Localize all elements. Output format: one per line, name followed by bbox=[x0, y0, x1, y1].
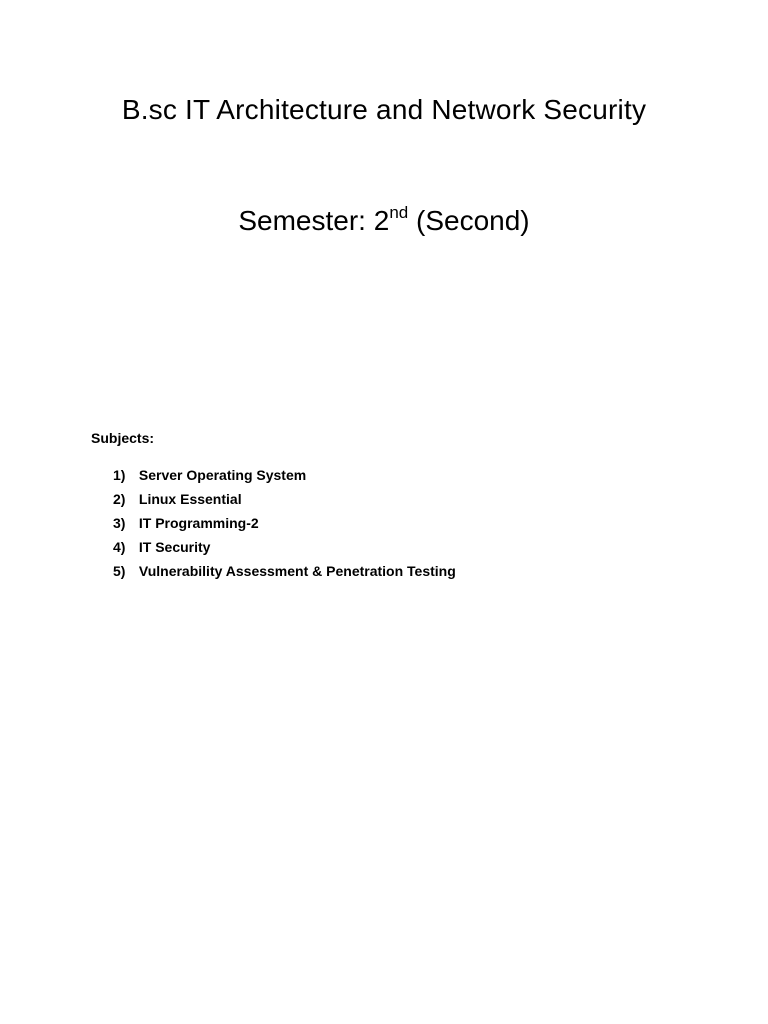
semester-line bbox=[0, 205, 768, 237]
subject-name: Linux Essential bbox=[138, 491, 242, 507]
subject-name: Server Operating System bbox=[138, 467, 307, 483]
subject-item bbox=[113, 463, 456, 487]
subject-number: 5) bbox=[113, 563, 126, 579]
subjects-heading: Subjects: bbox=[91, 430, 155, 446]
subject-number: 4) bbox=[113, 539, 126, 555]
semester-ordinal-suffix: nd bbox=[389, 203, 409, 222]
subject-item bbox=[113, 559, 456, 583]
subject-number: 1) bbox=[113, 467, 126, 483]
subject-number: 3) bbox=[113, 515, 126, 531]
document-title: B.sc IT Architecture and Network Security bbox=[121, 94, 647, 125]
subject-item bbox=[113, 511, 456, 535]
semester-suffix: (Second) bbox=[408, 205, 530, 236]
subject-name: Vulnerability Assessment & Penetration Testing bbox=[138, 563, 456, 579]
subject-name: IT Programming-2 bbox=[138, 515, 259, 531]
subject-item bbox=[113, 535, 456, 559]
semester-label: Semester: 2 bbox=[238, 205, 390, 236]
subject-item bbox=[113, 487, 456, 511]
subject-number: 2) bbox=[113, 491, 126, 507]
subject-name: IT Security bbox=[138, 539, 211, 555]
subjects-list bbox=[113, 463, 456, 583]
